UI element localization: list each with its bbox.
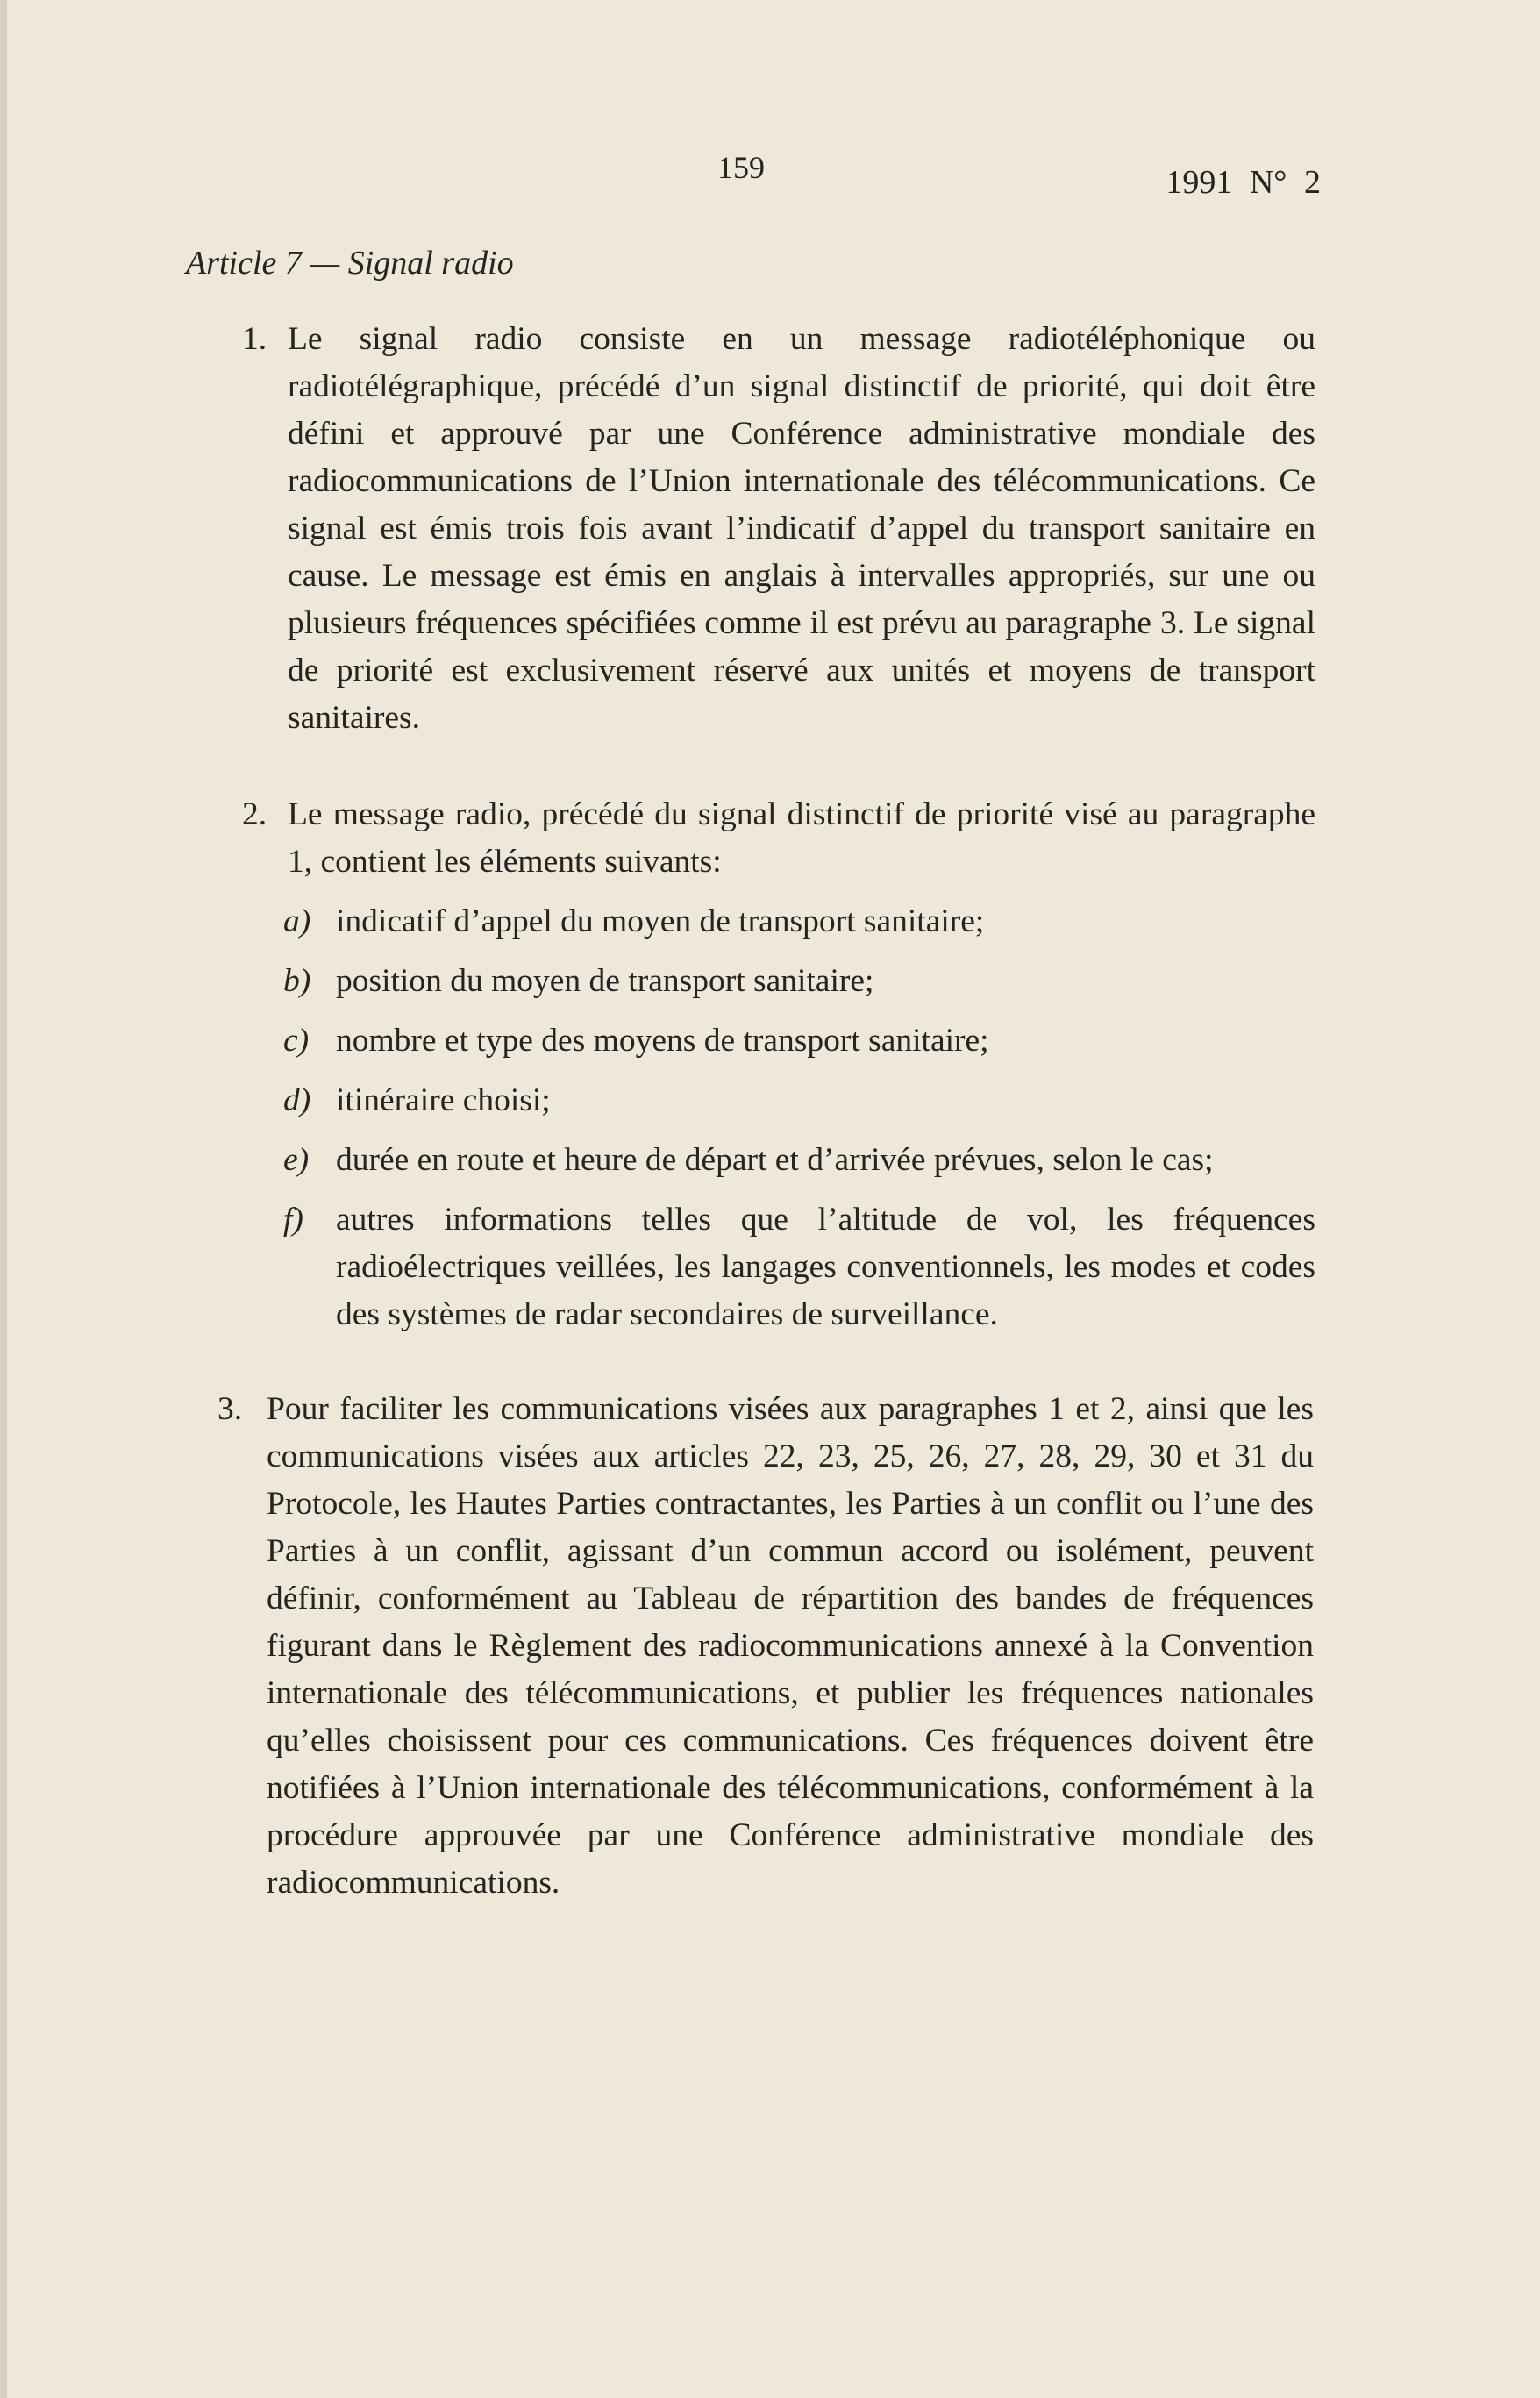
list-item-text: position du moyen de transport sanitaire;	[336, 963, 874, 999]
list-item	[283, 898, 1315, 946]
paragraph-number: 3.	[217, 1391, 243, 1427]
list-item-label: d)	[283, 1082, 311, 1118]
paragraph-2	[242, 791, 1315, 886]
list-item	[283, 958, 1315, 1005]
list-item-label: a)	[283, 903, 311, 939]
page-number: 159	[717, 150, 765, 185]
list-item	[283, 1017, 1315, 1065]
paragraph-number: 1.	[242, 321, 267, 357]
paragraph-1	[242, 316, 1315, 742]
paragraph-text: Le message radio, précédé du signal distinctif de priorité visé au paragraphe 1, contient les éléments suivants:	[288, 796, 1315, 880]
article-body	[0, 316, 1540, 1907]
list-item-label: e)	[283, 1142, 310, 1178]
list-item-label: c)	[283, 1023, 310, 1059]
list-item-label: f)	[283, 1202, 303, 1238]
document-reference: 1991 N° 2	[1166, 164, 1321, 201]
page-header	[0, 149, 1540, 211]
article-title: Article 7 — Signal radio	[186, 245, 514, 282]
list-item-label: b)	[283, 963, 311, 999]
list-item	[283, 1077, 1315, 1124]
paragraph-3	[217, 1386, 1314, 1907]
paragraph-text: Pour faciliter les communications visées aux paragraphes 1 et 2, ainsi que les communications visées aux articles 22, 23, 25, 26, 27, 28, 29, 30 et 31 du Protocole, les Hautes Parties contractantes, les Parties à un conflit ou l’une des Parties à un conflit, agissant d’un commun accord ou isolément, peuvent définir, conformément au Tableau de répartition des bandes de fréquences figurant dans le Règlement des radiocommunications annexé à la Convention internationale des télécommunications, et publier les fréquences nationales qu’elles choisissent pour ces communications. Ces fréquences doivent être notifiées à l’Union internationale des télécommunications, conformément à la procédure approuvée par une Conférence administrative mondiale des radiocommunications.	[267, 1391, 1314, 1901]
list-item-text: nombre et type des moyens de transport sanitaire;	[336, 1023, 989, 1059]
list-item-text: indicatif d’appel du moyen de transport sanitaire;	[336, 903, 985, 939]
list-item-text: autres informations telles que l’altitude de vol, les fréquences radioélectriques veillées, les langages conventionnels, les modes et codes des systèmes de radar secondaires de surveillance.	[336, 1202, 1315, 1332]
element-list	[283, 898, 1315, 1338]
paragraph-number: 2.	[242, 796, 267, 832]
list-item-text: itinéraire choisi;	[336, 1082, 551, 1118]
paragraph-text: Le signal radio consiste en un message radiotéléphonique ou radiotélégraphique, précédé d’un signal distinctif de priorité, qui doit être défini et approuvé par une Conférence administrative mondiale des radiocommunications de l’Union internationale des télécommunications. Ce signal est émis trois fois avant l’indicatif d’appel du transport sanitaire en cause. Le message est émis en anglais à intervalles appropriés, sur une ou plusieurs fréquences spécifiées comme il est prévu au paragraphe 3. Le signal de priorité est exclusivement réservé aux unités et moyens de transport sanitaires.	[288, 321, 1315, 736]
list-item-text: durée en route et heure de départ et d’arrivée prévues, selon le cas;	[336, 1142, 1214, 1178]
list-item	[283, 1196, 1315, 1338]
list-item	[283, 1137, 1315, 1184]
